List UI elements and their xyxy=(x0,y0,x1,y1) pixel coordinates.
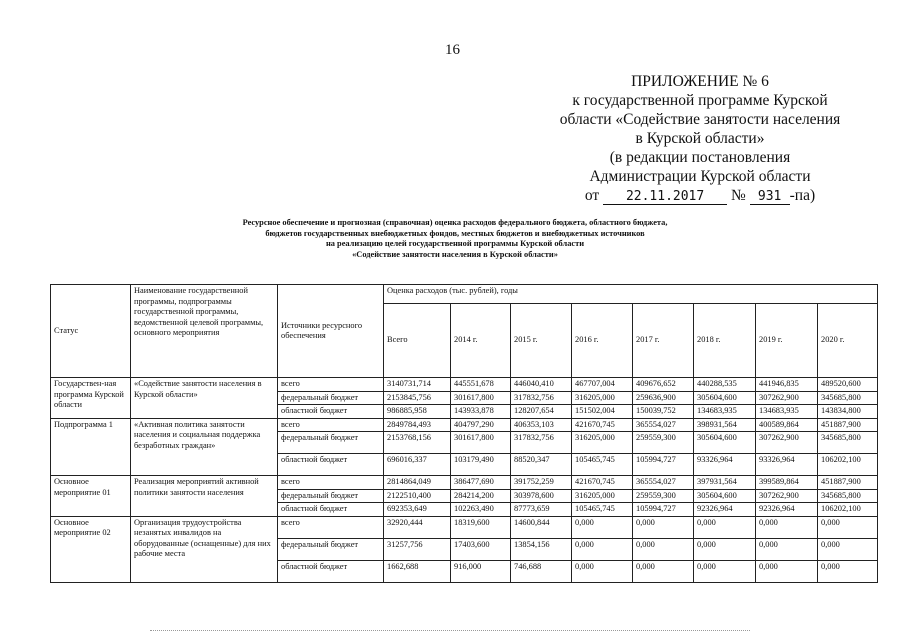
header-sources: Источники ресурсного обеспечения xyxy=(278,285,384,378)
row-value: 397931,564 xyxy=(694,476,756,490)
row-value: 303978,600 xyxy=(511,489,572,503)
header-2019: 2019 г. xyxy=(756,304,818,378)
row-value: 0,000 xyxy=(694,516,756,538)
appendix-line-5: (в редакции постановления xyxy=(609,149,791,166)
row-value: 0,000 xyxy=(633,560,694,582)
row-source: всего xyxy=(278,418,384,432)
row-value: 93326,964 xyxy=(756,454,818,476)
appendix-line-4: в Курской области» xyxy=(635,130,765,147)
row-value: 103179,490 xyxy=(451,454,511,476)
row-value: 305604,600 xyxy=(694,489,756,503)
row-source: всего xyxy=(278,516,384,538)
row-status: Государствен-ная программа Курской области xyxy=(51,378,131,419)
row-value: 2153768,156 xyxy=(384,432,451,454)
row-value: 128207,654 xyxy=(511,405,572,419)
appendix-line-3: области «Содействие занятости населения xyxy=(559,111,841,128)
row-value: 404797,290 xyxy=(451,418,511,432)
row-value: 0,000 xyxy=(818,538,878,560)
row-value: 386477,690 xyxy=(451,476,511,490)
header-program-name: Наименование государственной программы, подпрограммы государственной программы, ведомственной целевой программы, основного мероприятия xyxy=(131,285,278,378)
appendix-line-6: Администрации Курской области xyxy=(589,168,811,185)
page-bottom-edge xyxy=(150,630,750,635)
row-source: областной бюджет xyxy=(278,503,384,517)
row-value: 0,000 xyxy=(572,538,633,560)
row-source: федеральный бюджет xyxy=(278,489,384,503)
row-value: 2814864,049 xyxy=(384,476,451,490)
row-value: 305604,600 xyxy=(694,432,756,454)
appendix-line-1: ПРИЛОЖЕНИЕ № 6 xyxy=(631,73,769,90)
row-value: 13854,156 xyxy=(511,538,572,560)
row-value: 1662,688 xyxy=(384,560,451,582)
row-value: 746,688 xyxy=(511,560,572,582)
row-value: 440288,535 xyxy=(694,378,756,392)
row-program-name: Реализация мероприятий активной политики занятости населения xyxy=(131,476,278,517)
resolution-date: 22.11.2017 xyxy=(603,189,727,205)
row-value: 316205,000 xyxy=(572,489,633,503)
number-label: № xyxy=(730,187,746,204)
row-value: 916,000 xyxy=(451,560,511,582)
row-source: федеральный бюджет xyxy=(278,432,384,454)
row-value: 150039,752 xyxy=(633,405,694,419)
row-value: 0,000 xyxy=(633,516,694,538)
row-source: федеральный бюджет xyxy=(278,391,384,405)
table-row xyxy=(51,418,878,432)
row-program-name: Организация трудоустройства незанятых инвалидов на оборудованные (оснащенные) для них рабочие места xyxy=(131,516,278,582)
row-value: 88520,347 xyxy=(511,454,572,476)
row-value: 0,000 xyxy=(756,516,818,538)
appendix-line-2: к государственной программе Курской xyxy=(572,92,828,109)
budget-table-body xyxy=(51,378,878,583)
row-value: 445551,678 xyxy=(451,378,511,392)
resolution-number: 931 xyxy=(750,189,790,205)
row-source: областной бюджет xyxy=(278,454,384,476)
header-2016: 2016 г. xyxy=(572,304,633,378)
row-value: 105994,727 xyxy=(633,503,694,517)
row-value: 307262,900 xyxy=(756,391,818,405)
row-status: Подпрограмма 1 xyxy=(51,418,131,476)
row-value: 307262,900 xyxy=(756,432,818,454)
header-2018: 2018 г. xyxy=(694,304,756,378)
row-program-name: «Содействие занятости населения в Курской области» xyxy=(131,378,278,419)
row-value: 284214,200 xyxy=(451,489,511,503)
row-value: 134683,935 xyxy=(756,405,818,419)
row-value: 2849784,493 xyxy=(384,418,451,432)
title-line-2: бюджетов государственных внебюджетных фондов, местных бюджетов и внебюджетных источников xyxy=(265,228,645,238)
row-value: 106202,100 xyxy=(818,454,878,476)
row-value: 301617,800 xyxy=(451,391,511,405)
table-row xyxy=(51,516,878,538)
row-value: 0,000 xyxy=(572,560,633,582)
row-value: 345685,800 xyxy=(818,432,878,454)
header-2020: 2020 г. xyxy=(818,304,878,378)
header-2017: 2017 г. xyxy=(633,304,694,378)
row-value: 0,000 xyxy=(572,516,633,538)
row-source: областной бюджет xyxy=(278,405,384,419)
row-value: 307262,900 xyxy=(756,489,818,503)
row-value: 345685,800 xyxy=(818,489,878,503)
row-value: 317832,756 xyxy=(511,391,572,405)
row-value: 2122510,400 xyxy=(384,489,451,503)
row-value: 0,000 xyxy=(818,560,878,582)
resolution-suffix: -па) xyxy=(789,187,816,204)
row-value: 301617,800 xyxy=(451,432,511,454)
row-value: 92326,964 xyxy=(756,503,818,517)
appendix-date-line xyxy=(520,186,880,205)
row-value: 0,000 xyxy=(633,538,694,560)
row-value: 14600,844 xyxy=(511,516,572,538)
row-source: федеральный бюджет xyxy=(278,538,384,560)
row-source: областной бюджет xyxy=(278,560,384,582)
row-value: 0,000 xyxy=(818,516,878,538)
row-value: 92326,964 xyxy=(694,503,756,517)
row-value: 391752,259 xyxy=(511,476,572,490)
row-value: 151502,004 xyxy=(572,405,633,419)
row-source: всего xyxy=(278,378,384,392)
row-value: 0,000 xyxy=(756,560,818,582)
row-value: 365554,027 xyxy=(633,418,694,432)
row-value: 105465,745 xyxy=(572,503,633,517)
row-value: 143834,800 xyxy=(818,405,878,419)
row-status: Основное мероприятие 02 xyxy=(51,516,131,582)
header-status: Статус xyxy=(51,285,131,378)
row-value: 446040,410 xyxy=(511,378,572,392)
row-value: 692353,649 xyxy=(384,503,451,517)
row-value: 259559,300 xyxy=(633,432,694,454)
row-value: 421670,745 xyxy=(572,418,633,432)
row-value: 316205,000 xyxy=(572,391,633,405)
row-value: 31257,756 xyxy=(384,538,451,560)
header-total: Всего xyxy=(384,304,451,378)
row-value: 451887,900 xyxy=(818,476,878,490)
row-value: 467707,004 xyxy=(572,378,633,392)
budget-table xyxy=(50,284,878,583)
row-status: Основное мероприятие 01 xyxy=(51,476,131,517)
row-value: 317832,756 xyxy=(511,432,572,454)
row-value: 0,000 xyxy=(756,538,818,560)
row-program-name: «Активная политика занятости населения и социальная поддержка безработных граждан» xyxy=(131,418,278,476)
row-value: 87773,659 xyxy=(511,503,572,517)
row-value: 400589,864 xyxy=(756,418,818,432)
row-value: 409676,652 xyxy=(633,378,694,392)
header-2014: 2014 г. xyxy=(451,304,511,378)
title-line-4: «Содействие занятости населения в Курской области» xyxy=(352,249,558,259)
row-value: 345685,800 xyxy=(818,391,878,405)
row-value: 3140731,714 xyxy=(384,378,451,392)
title-line-3: на реализацию целей государственной программы Курской области xyxy=(325,239,585,248)
row-value: 259636,900 xyxy=(633,391,694,405)
row-value: 2153845,756 xyxy=(384,391,451,405)
table-row xyxy=(51,378,878,392)
document-title xyxy=(150,218,760,260)
row-value: 696016,337 xyxy=(384,454,451,476)
title-line-1: Ресурсное обеспечение и прогнозная (справочная) оценка расходов федерального бюджета, областного бюджета, xyxy=(242,218,668,227)
row-value: 259559,300 xyxy=(633,489,694,503)
row-value: 986885,958 xyxy=(384,405,451,419)
row-value: 0,000 xyxy=(694,560,756,582)
row-value: 406353,103 xyxy=(511,418,572,432)
table-row xyxy=(51,476,878,490)
row-value: 316205,000 xyxy=(572,432,633,454)
row-value: 17403,600 xyxy=(451,538,511,560)
row-value: 441946,835 xyxy=(756,378,818,392)
row-value: 365554,027 xyxy=(633,476,694,490)
row-value: 421670,745 xyxy=(572,476,633,490)
row-value: 105465,745 xyxy=(572,454,633,476)
header-estimate: Оценка расходов (тыс. рублей), годы xyxy=(384,285,878,304)
row-value: 106202,100 xyxy=(818,503,878,517)
page-number: 16 xyxy=(445,42,460,58)
row-value: 451887,900 xyxy=(818,418,878,432)
row-value: 143933,878 xyxy=(451,405,511,419)
row-value: 305604,600 xyxy=(694,391,756,405)
appendix-header xyxy=(520,72,880,205)
row-source: всего xyxy=(278,476,384,490)
row-value: 18319,600 xyxy=(451,516,511,538)
row-value: 489520,600 xyxy=(818,378,878,392)
row-value: 93326,964 xyxy=(694,454,756,476)
row-value: 134683,935 xyxy=(694,405,756,419)
row-value: 105994,727 xyxy=(633,454,694,476)
header-2015: 2015 г. xyxy=(511,304,572,378)
row-value: 102263,490 xyxy=(451,503,511,517)
row-value: 32920,444 xyxy=(384,516,451,538)
row-value: 398931,564 xyxy=(694,418,756,432)
from-label: от xyxy=(584,187,600,204)
row-value: 399589,864 xyxy=(756,476,818,490)
row-value: 0,000 xyxy=(694,538,756,560)
